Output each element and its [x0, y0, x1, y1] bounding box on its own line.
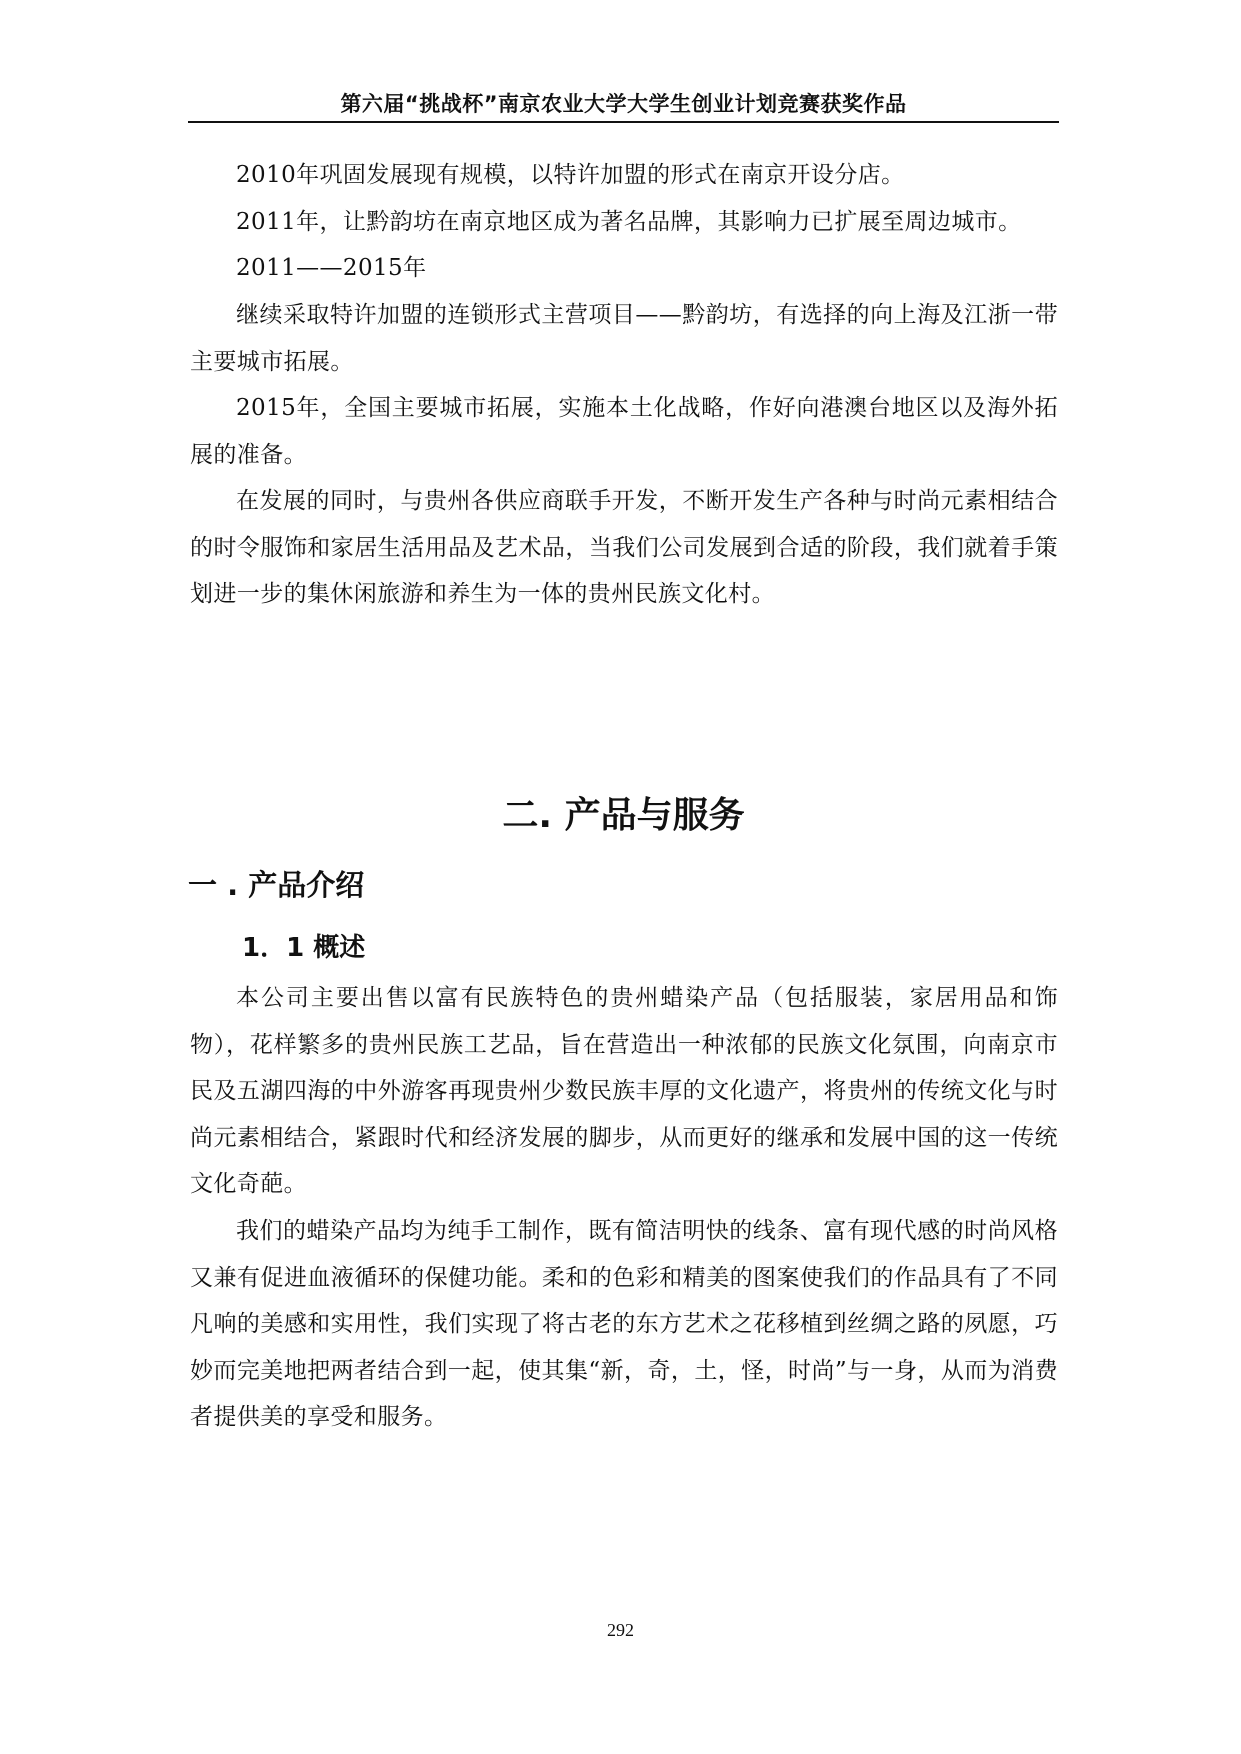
paragraph-develop: 在发展的同时，与贵州各供应商联手开发，不断开发生产各种与时尚元素相结合的时令服饰和家居生活用品及艺术品，当我们公司发展到合适的阶段，我们就着手策划进一步的集休闲旅游和养生为一体的贵州民族文化村。: [190, 488, 1058, 607]
sub-subsection-title: 1．1 概述: [242, 933, 366, 963]
paragraph-overview-1: 本公司主要出售以富有民族特色的贵州蜡染产品（包括服装，家居用品和饰物），花样繁多的贵州民族工艺品，旨在营造出一种浓郁的民族文化氛围，向南京市民及五湖四海的中外游客再现贵州少数民族丰厚的文化遗产，将贵州的传统文化与时尚元素相结合，紧跟时代和经济发展的脚步，从而更好的继承和发展中国的这一传统文化奇葩。: [190, 985, 1058, 1197]
page-number: 292: [607, 1620, 634, 1640]
paragraph-2015: 2015年，全国主要城市拓展，实施本土化战略，作好向港澳台地区以及海外拓展的准备。: [190, 395, 1058, 468]
subsection-title: 一 . 产品介绍: [188, 868, 365, 902]
section-title: 二. 产品与服务: [502, 795, 745, 836]
paragraph-2010: 2010年巩固发展现有规模，以特许加盟的形式在南京开设分店。: [236, 162, 905, 188]
paragraph-franchise: 继续采取特许加盟的连锁形式主营项目——黔韵坊，有选择的向上海及江浙一带主要城市拓展。: [190, 302, 1058, 375]
paragraph-2011: 2011年，让黔韵坊在南京地区成为著名品牌，其影响力已扩展至周边城市。: [236, 209, 1022, 235]
page-header: 第六届“挑战杯”南京农业大学大学生创业计划竞赛获奖作品: [340, 92, 907, 116]
paragraph-overview-2: 我们的蜡染产品均为纯手工制作，既有简洁明快的线条、富有现代感的时尚风格又兼有促进血液循环的保健功能。柔和的色彩和精美的图案使我们的作品具有了不同凡响的美感和实用性，我们实现了将古老的东方艺术之花移植到丝绸之路的夙愿，巧妙而完美地把两者结合到一起，使其集“新，奇，土，怪，时尚”与一身，从而为消费者提供美的享受和服务。: [190, 1218, 1058, 1430]
paragraph-period: 2011——2015年: [236, 255, 427, 281]
header-rule: [188, 121, 1059, 123]
